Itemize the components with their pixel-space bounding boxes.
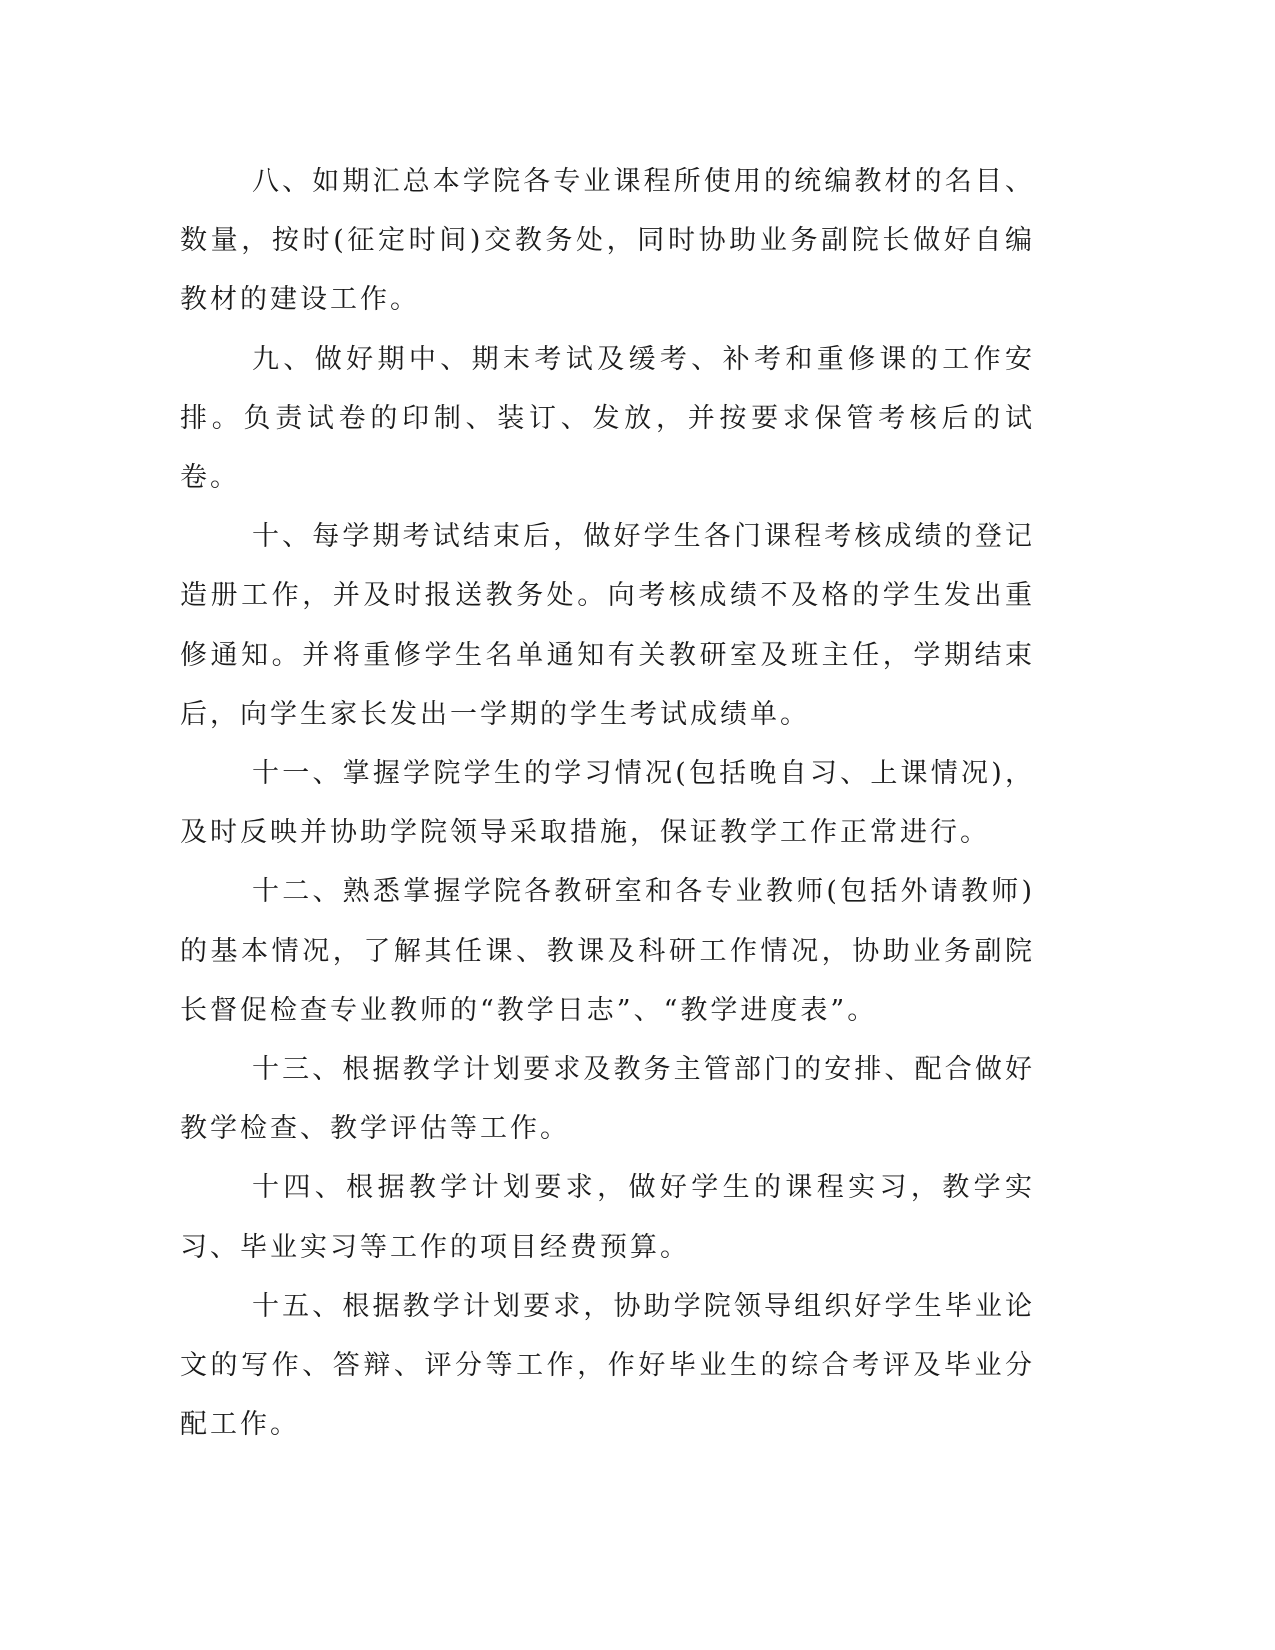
paragraph-item-12: 十二、熟悉掌握学院各教研室和各专业教师(包括外请教师)的基本情况，了解其任课、教课及科研工作情况，协助业务副院长督促检查专业教师的“教学日志”、“教学进度表”。 — [180, 876, 1035, 1026]
paragraph-item-10: 十、每学期考试结束后，做好学生各门课程考核成绩的登记造册工作，并及时报送教务处。向考核成绩不及格的学生发出重修通知。并将重修学生名单通知有关教研室及班主任，学期结束后，向学生家长发出一学期的学生考试成绩单。 — [180, 521, 1035, 730]
document-page — [180, 152, 1035, 1454]
paragraph-item-9: 九、做好期中、期末考试及缓考、补考和重修课的工作安排。负责试卷的印制、装订、发放，并按要求保管考核后的试卷。 — [180, 343, 1035, 494]
paragraph-item-14: 十四、根据教学计划要求，做好学生的课程实习，教学实习、毕业实习等工作的项目经费预算。 — [180, 1172, 1035, 1263]
paragraph-item-15: 十五、根据教学计划要求，协助学院领导组织好学生毕业论文的写作、答辩、评分等工作，作好毕业生的综合考评及毕业分配工作。 — [180, 1290, 1035, 1441]
paragraph-item-13: 十三、根据教学计划要求及教务主管部门的安排、配合做好教学检查、教学评估等工作。 — [180, 1054, 1035, 1145]
paragraph-item-8: 八、如期汇总本学院各专业课程所使用的统编教材的名目、数量，按时(征定时间)交教务处，同时协助业务副院长做好自编教材的建设工作。 — [180, 166, 1035, 316]
paragraph-item-11: 十一、掌握学院学生的学习情况(包括晚自习、上课情况)，及时反映并协助学院领导采取措施，保证教学工作正常进行。 — [180, 758, 1035, 849]
